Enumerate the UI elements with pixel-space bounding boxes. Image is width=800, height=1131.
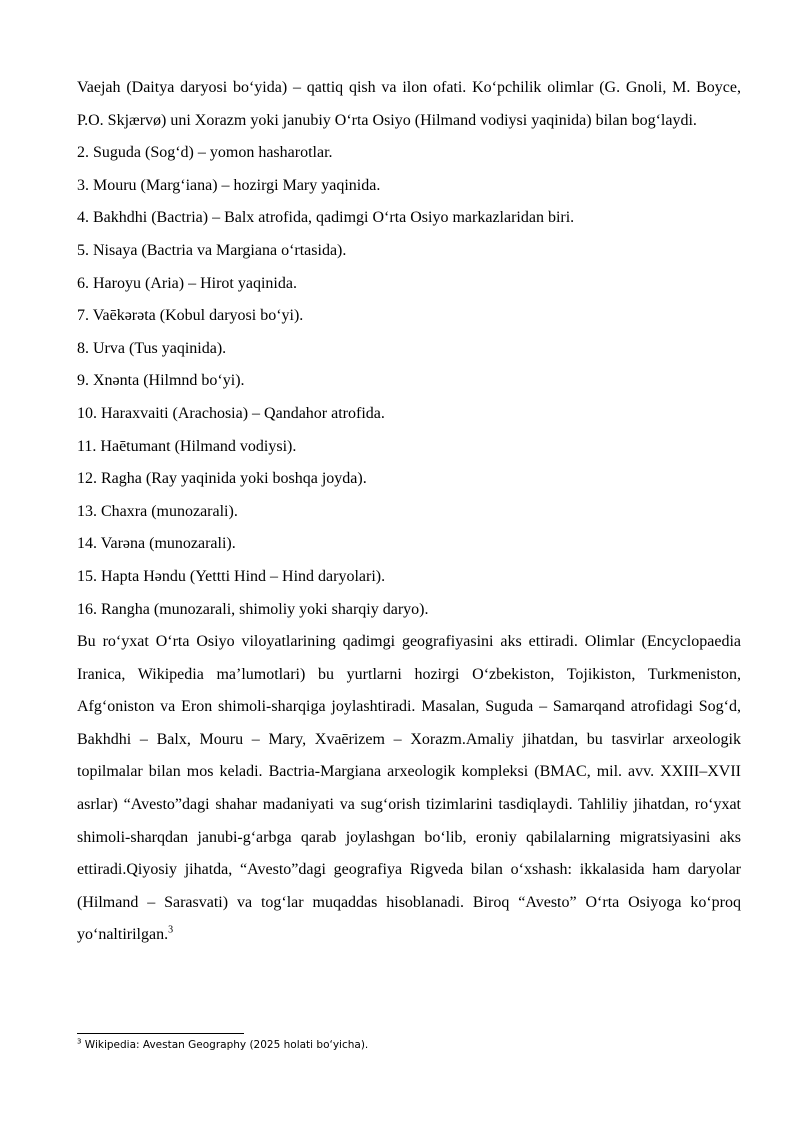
closing-paragraph — [77, 626, 741, 952]
region-list — [77, 137, 741, 626]
intro-paragraph: Vaejah (Daitya daryosi bo‘yida) – qattiq qish va ilon ofati. Ko‘pchilik olimlar (G. Gnoli, M. Boyce, P.O. Skjærvø) uni Xorazm yoki janubiy O‘rta Osiyo (Hilmand vodiysi yaqinida) bilan bog‘laydi. — [77, 79, 741, 129]
list-item: 12. Ragha (Ray yaqinida yoki boshqa joyda). — [77, 470, 367, 488]
body-text — [77, 72, 741, 952]
list-item: 2. Suguda (Sog‘d) – yomon hasharotlar. — [77, 144, 333, 162]
footnote-text: Wikipedia: Avestan Geography (2025 holati bo‘yicha). — [81, 1039, 369, 1051]
closing-paragraph-text: Bu ro‘yxat O‘rta Osiyo viloyatlarining qadimgi geografiyasini aks ettiradi. Olimlar (Encyclopaedia Iranica, Wikipedia ma’lumotlari) bu yurtlarni hozirgi O‘zbekiston, Tojikiston, Turkmeniston, Afg‘oniston va Eron shimoli-sharqiga joylashtiradi. Masalan, Suguda – Samarqand atrofidagi Sog‘d, Bakhdhi – Balx, Mouru – Mary, Xvaērizem – Xorazm.Amaliy jihatdan, bu tasvirlar arxeologik topilmalar bilan mos keladi. Bactria-Margiana arxeologik kompleksi (BMAC, mil. avv. XXIII–XVII asrlar) “Avesto”dagi shahar madaniyati va sug‘orish tizimlarini tasdiqlaydi. Tahliliy jihatdan, ro‘yxat shimoli-sharqdan janubi-g‘arbga qarab joylashgan bo‘lib, eroniy qabilalarning migratsiyasini aks ettiradi.Qiyosiy jihatda, “Avesto”dagi geografiya Rigveda bilan o‘xshash: ikkalasida ham daryolar (Hilmand – Sarasvati) va tog‘lar muqaddas hisoblanadi. Biroq “Avesto” O‘rta Osiyoga ko‘proq yo‘naltirilgan. — [77, 633, 741, 944]
list-item: 5. Nisaya (Bactria va Margiana o‘rtasida). — [77, 241, 347, 259]
footnote — [77, 1038, 741, 1052]
list-item: 8. Urva (Tus yaqinida). — [77, 339, 227, 357]
list-item: 14. Varəna (munozarali). — [77, 535, 236, 553]
list-item: 16. Rangha (munozarali, shimoliy yoki sharqiy daryo). — [77, 600, 429, 618]
list-item: 6. Haroyu (Aria) – Hirot yaqinida. — [77, 274, 297, 292]
list-item: 7. Vaēkərəta (Kobul daryosi bo‘yi). — [77, 307, 304, 325]
list-item: 11. Haētumant (Hilmand vodiysi). — [77, 437, 297, 455]
list-item: 9. Xnənta (Hilmnd bo‘yi). — [77, 372, 245, 390]
list-item: 13. Chaxra (munozarali). — [77, 502, 238, 520]
list-item: 3. Mouru (Marg‘iana) – hozirgi Mary yaqinida. — [77, 176, 381, 194]
footnote-marker: 3 — [77, 1037, 82, 1046]
list-item: 15. Hapta Həndu (Yettti Hind – Hind daryolari). — [77, 567, 386, 585]
footnote-separator — [77, 1033, 244, 1034]
footnote-reference[interactable]: 3 — [168, 925, 174, 937]
list-item: 10. Haraxvaiti (Arachosia) – Qandahor atrofida. — [77, 404, 385, 422]
list-item: 4. Bakhdhi (Bactria) – Balx atrofida, qadimgi O‘rta Osiyo markazlaridan biri. — [77, 209, 575, 227]
